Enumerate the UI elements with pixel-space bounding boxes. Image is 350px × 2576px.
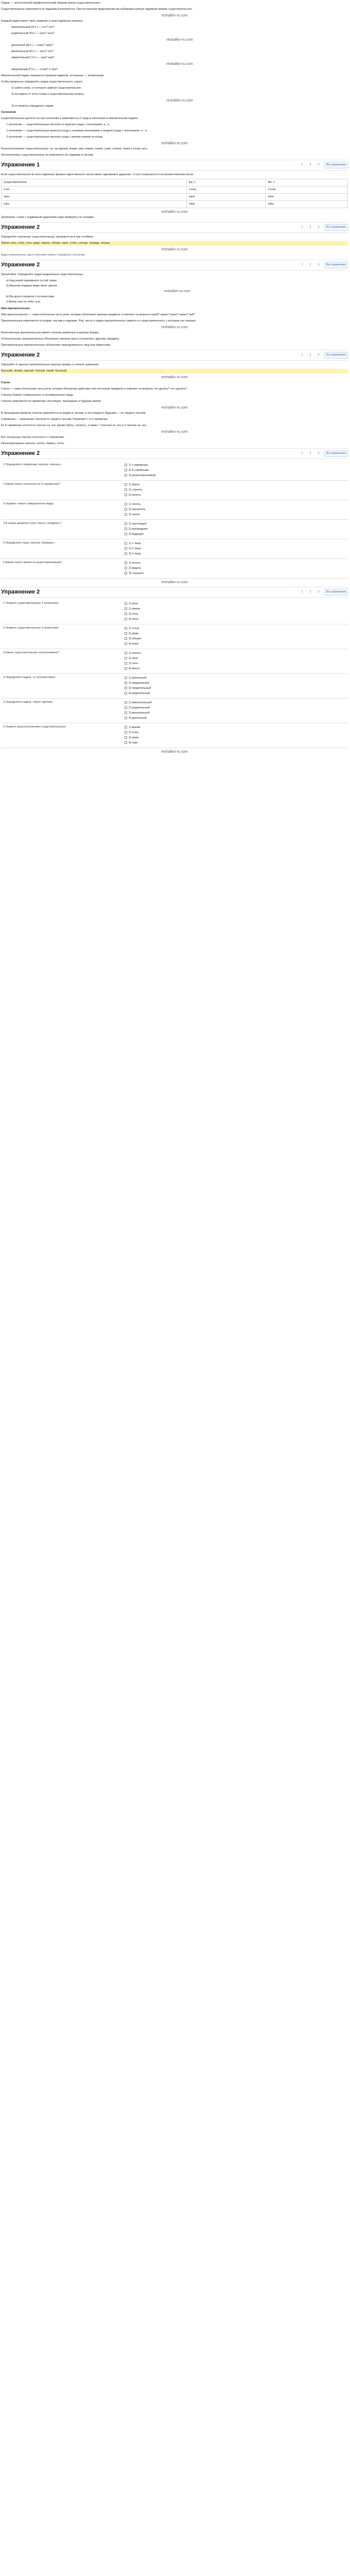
table-cell: окно (2, 194, 187, 201)
table-cell: стола́ (186, 187, 266, 194)
verbs-p7: Все остальные глаголы относятся к I спряжению. (1, 436, 65, 439)
quiz-option[interactable]: 3) слышать (125, 571, 346, 576)
checkbox-icon[interactable] (125, 474, 127, 477)
verbs-p1: Глагол — самостоятельная часть речи, которая обозначает действие или состояние предмета и отвечает на вопросы что делать? что сделать? (1, 387, 187, 391)
quiz-row (1, 500, 348, 520)
quiz-options (122, 559, 348, 579)
case-item: родительный (Р.п.) — кого? чего? (11, 32, 55, 35)
quiz-option[interactable]: 2) II спряжение (125, 468, 346, 473)
quiz-row (1, 461, 348, 481)
checkbox-icon[interactable] (125, 483, 127, 486)
ex2-words: Земля, конь, поле, ночь, дядя, сирень, облако, папа, степь, солнце, тетрадь, юноша. (1, 241, 348, 246)
case-item: винительный (В.п.) — кого? что? (11, 50, 54, 53)
quiz-option[interactable]: 1) дательный (125, 676, 346, 681)
checkbox-icon[interactable] (125, 687, 127, 689)
watermark: reshalkin-ru.com (161, 14, 188, 18)
watermark: reshalkin-ru.com (166, 62, 193, 66)
quiz-question: 6 Какой глагол является разноспрягаемым? (1, 559, 122, 579)
ex4-text: Образуйте от данных прилагательных краткую форму и степени сравнения. (1, 363, 99, 366)
intro-p5: Чтобы правильно определить падеж существительного, нужно: (1, 80, 83, 83)
adjectives-p4: Относительные прилагательные обозначают признак через отношение к другому предмету. (1, 337, 120, 341)
checkbox-icon[interactable] (125, 652, 127, 654)
quiz-options (122, 461, 348, 481)
checkbox-icon[interactable] (125, 513, 127, 516)
checkbox-icon[interactable] (125, 522, 127, 525)
exercise-header (1, 448, 348, 459)
quiz-option[interactable]: 3) облако (125, 637, 346, 641)
quiz-row (1, 600, 348, 624)
quiz-option[interactable]: 3) разноспрягаемый (125, 473, 346, 478)
quiz-option[interactable]: 2) родительный (125, 706, 346, 710)
exercise-header (1, 222, 348, 233)
intro-p1: Падеж — непостоянный морфологический признак имени существительного. (1, 2, 101, 5)
checkbox-icon[interactable] (125, 667, 127, 670)
quiz-question: 2 Укажите существительное 3 склонения: (1, 624, 122, 649)
exercise-title: Упражнение 2 (1, 450, 40, 456)
checkbox-icon[interactable] (125, 632, 127, 635)
all-exercises-button[interactable]: Все упражнения (324, 352, 348, 359)
all-exercises-button[interactable]: Все упражнения (324, 450, 348, 457)
quiz-row (1, 559, 348, 579)
quiz-row (1, 539, 348, 559)
quiz-question: 5 Определите падеж: «букет цветов» (1, 699, 122, 723)
exercise-title: Упражнение 2 (1, 352, 40, 358)
quiz-question: 1 Укажите существительное 1 склонения: (1, 600, 122, 624)
checkbox-icon[interactable] (125, 736, 127, 739)
quiz-row (1, 520, 348, 539)
checkbox-icon[interactable] (125, 613, 127, 615)
adjectives-p2: Прилагательные изменяются по родам, числам и падежам. Род, число и падеж прилагательного зависят от существительного, с которым оно связано. (1, 319, 197, 323)
verbs-p5: Спряжение — изменение глаголов по лицам и числам. Различают I и II спряжение. (1, 418, 109, 421)
quiz-option[interactable]: 2) прошедшее (125, 527, 346, 532)
stress-table (1, 179, 348, 208)
declension-p2: Разносклоняемые существительные: на -мя (время, знамя, имя, пламя, племя, семя, стремя, темя) и слово путь. (1, 147, 148, 150)
checkbox-icon[interactable] (125, 682, 127, 684)
checkbox-icon[interactable] (125, 676, 127, 679)
exercise-header (1, 350, 348, 361)
checkbox-icon[interactable] (125, 731, 127, 734)
exercise-controls (300, 589, 348, 596)
checkbox-icon[interactable] (125, 607, 127, 610)
quiz-table (1, 461, 348, 579)
quiz-option[interactable]: 4) папа (125, 642, 346, 647)
exercise-nav-3[interactable]: 3 (318, 163, 320, 166)
checkbox-icon[interactable] (125, 547, 127, 550)
quiz-question: 2 Какой глагол относится ко II спряжению? (1, 481, 122, 500)
table-cell: Мн. ч. (266, 179, 348, 187)
quiz-option[interactable]: 4) место (125, 667, 346, 671)
quiz-option[interactable]: 1) конь (125, 602, 346, 606)
checkbox-icon[interactable] (125, 637, 127, 640)
quiz-option[interactable]: 3) ночь (125, 612, 346, 617)
checkbox-icon[interactable] (125, 572, 127, 574)
quiz-option[interactable]: 1) именительный (125, 701, 346, 705)
declension-p3: Несклоняемые существительные не изменяются по падежам и числам. (1, 154, 94, 157)
quiz-option[interactable]: 1) хотеть (125, 561, 346, 566)
exercise-header (1, 260, 348, 270)
declension-p1: Существительные делятся на три склонения в зависимости от рода и окончания в именительном падеже. (1, 117, 139, 120)
quiz-question: 4 В каком времени стоит глагол «пойдём»? (1, 520, 122, 539)
quiz-option[interactable]: 3) творительный (125, 686, 346, 691)
exercise-controls (300, 162, 348, 168)
quiz-options (122, 649, 348, 674)
quiz-option[interactable]: 3) 3 лицо (125, 552, 346, 556)
step-item: 1) найти слово, от которого зависит существительное; (11, 87, 82, 90)
quiz-options (122, 723, 348, 748)
quiz-option[interactable]: 3) читал (125, 513, 346, 517)
watermark: reshalkin-ru.com (161, 750, 188, 754)
watermark: reshalkin-ru.com (166, 38, 193, 42)
checkbox-icon[interactable] (125, 602, 127, 605)
verbs-title: Глагол (1, 381, 10, 384)
verbs-p6: Ко II спряжению относятся глаголы на -ить (кроме брить, стелить), а также 7 глаголов на -еть и 4 глагола на -ать. (1, 424, 147, 427)
exercise-controls (300, 352, 348, 359)
table-cell: окна́ (186, 194, 266, 201)
watermark: reshalkin-ru.com (161, 430, 188, 434)
exercise-nav-1[interactable]: 1 (301, 163, 303, 166)
quiz-question: 1 Определите спряжение глагола «писать»: (1, 461, 122, 481)
watermark: reshalkin-ru.com (161, 581, 188, 584)
quiz-options (122, 624, 348, 649)
case-item: именительный (И.п.) — кто? что? (11, 26, 55, 29)
exercise-nav-1[interactable]: 1 (301, 353, 303, 357)
checkbox-icon[interactable] (125, 533, 127, 535)
checkbox-icon[interactable] (125, 711, 127, 714)
quiz-question: 3 Укажите глагол совершенного вида: (1, 500, 122, 520)
quiz-option[interactable]: 3) море (125, 736, 346, 740)
verbs-p2: Глаголы бывают совершенного и несовершенного вида. (1, 394, 74, 397)
sentence-line: б) Мальчик подарил маме букет цветов. (6, 284, 58, 287)
sentence-line: а) Над рекой поднимался густой туман. (6, 279, 58, 282)
table-cell: стол (2, 187, 187, 194)
checkbox-icon[interactable] (125, 562, 127, 564)
quiz-options (122, 674, 348, 699)
table-row (2, 187, 348, 194)
exercise-nav-2[interactable]: 2 (309, 226, 311, 229)
verbs-p3: Глаголы изменяются по временам: настоящее, прошедшее и будущее время. (1, 400, 102, 403)
checkbox-icon[interactable] (125, 717, 127, 719)
ex2-hint: Будьте внимательны: род и окончание помогут определить склонение. (1, 253, 86, 257)
watermark: reshalkin-ru.com (166, 99, 193, 103)
checkbox-icon[interactable] (125, 706, 127, 709)
quiz-option[interactable]: 2) видеть (125, 566, 346, 571)
adjectives-p1: Имя прилагательное — самостоятельная часть речи, которая обозначает признак предмета и отвечает на вопросы какой? какая? какое? какие? чей? (1, 313, 195, 316)
adjectives-p5: Притяжательные прилагательные обозначают принадлежность лицу или животному. (1, 344, 111, 347)
checkbox-icon[interactable] (125, 494, 127, 496)
verbs-p8: Разноспрягаемые глаголы: хотеть, бежать, чтить. (1, 442, 65, 445)
exercise-nav-1[interactable]: 1 (301, 452, 303, 455)
declension-title: Склонение (1, 111, 16, 114)
table-row (2, 194, 348, 201)
quiz-option[interactable]: 4) родительный (125, 691, 346, 696)
step-item: 3) по вопросу определить падеж. (11, 105, 55, 108)
quiz-row (1, 481, 348, 500)
watermark: reshalkin-ru.com (161, 406, 188, 410)
table-cell: Ед. ч. (186, 179, 266, 187)
quiz-option[interactable]: 3) винительный (125, 711, 346, 716)
quiz-options (122, 520, 348, 539)
quiz-option[interactable]: 4) горе (125, 741, 346, 745)
declension-list (1, 123, 348, 140)
exercise-controls (300, 450, 348, 457)
table-cell: столы́ (266, 187, 348, 194)
intro-p4: Именительный падеж называется прямым падежом, остальные — косвенными. (1, 74, 104, 77)
quiz-question: 4 Определите падеж: «о путешествии» (1, 674, 122, 699)
quiz-option[interactable]: 2) поле (125, 731, 346, 735)
table-cell: о́кна (266, 194, 348, 201)
quiz-question: 6 Укажите разносклоняемое существительное: (1, 723, 122, 748)
checkbox-icon[interactable] (125, 627, 127, 630)
ex1-text: Если существительное во всех падежных формах единственного числа имеет одинаковое ударение, то оно сохраняется и во множественном числе. (1, 173, 194, 176)
quiz-row (1, 674, 348, 699)
checkbox-icon[interactable] (125, 528, 127, 530)
exercise-nav-3[interactable]: 3 (318, 452, 320, 455)
steps-list (1, 86, 348, 109)
exercise-nav-1[interactable]: 1 (301, 263, 303, 266)
checkbox-icon[interactable] (125, 657, 127, 659)
declension-item: 3 склонение — существительные женского рода с мягким знаком на конце. (6, 135, 103, 139)
declension-item: 2 склонение — существительные мужского рода с нулевым окончанием и среднего рода с окончанием -о, -е. (6, 129, 148, 132)
quiz-option[interactable]: 1) I спряжение (125, 463, 346, 468)
all-exercises-button[interactable]: Все упражнения (324, 224, 348, 231)
quiz-row (1, 624, 348, 649)
quiz-question: 3 Какое существительное несклоняемое? (1, 649, 122, 674)
ex1-text2: Запомните: слова с подвижным ударением надо проверять по словарю. (1, 216, 95, 219)
exercise-controls (300, 224, 348, 231)
ex3-lines (6, 279, 348, 304)
watermark: reshalkin-ru.com (161, 376, 188, 379)
document-page (0, 0, 350, 758)
checkbox-icon[interactable] (125, 552, 127, 555)
quiz-option[interactable]: 2) окно (125, 656, 346, 661)
case-item: дательный (Д.п.) — кому? чему? (11, 44, 54, 47)
exercise-nav-2[interactable]: 2 (309, 163, 311, 166)
exercise-title: Упражнение 2 (1, 262, 40, 268)
exercise-title: Упражнение 2 (1, 224, 40, 230)
exercise-nav-2[interactable]: 2 (309, 452, 311, 455)
quiz-option[interactable]: 1) брить (125, 483, 346, 487)
quiz-option[interactable]: 1) 1 лицо (125, 541, 346, 546)
exercise-nav-3[interactable]: 3 (318, 353, 320, 357)
ex2-text: Определите склонение существительных, выпишите их в три столбика. (1, 235, 94, 239)
quiz-option[interactable]: 3) будущее (125, 532, 346, 537)
quiz-option[interactable]: 1) читать (125, 502, 346, 507)
exercise-nav-2[interactable]: 2 (309, 353, 311, 357)
quiz-row (1, 723, 348, 748)
quiz-option[interactable]: 2) строить (125, 488, 346, 493)
quiz-option[interactable]: 1) настоящее (125, 522, 346, 527)
quiz-option[interactable]: 1) время (125, 725, 346, 730)
exercise-header (1, 160, 348, 171)
quiz-option[interactable]: 3) село (125, 662, 346, 666)
quiz-options (122, 481, 348, 500)
exercise-controls (300, 262, 348, 268)
quiz-options (122, 600, 348, 624)
all-exercises-button[interactable]: Все упражнения (324, 162, 348, 168)
case-item: творительный (Т.п.) — кем? чем? (11, 56, 55, 59)
quiz-option[interactable]: 4) дательный (125, 716, 346, 721)
verbs-p4: В прошедшем времени глаголы изменяются по родам и числам, в настоящем и будущем — по лицам и числам. (1, 412, 146, 415)
quiz-row (1, 699, 348, 723)
quiz-option[interactable]: 2) 2 лицо (125, 547, 346, 551)
case-list (1, 25, 348, 72)
table-cell: го́ры (266, 201, 348, 208)
quiz-option[interactable]: 2) предложный (125, 681, 346, 686)
watermark: reshalkin-ru.com (161, 142, 188, 145)
quiz-row (1, 649, 348, 674)
checkbox-icon[interactable] (125, 464, 127, 466)
exercise-title: Упражнение 1 (1, 162, 40, 168)
quiz-option[interactable]: 2) прочитать (125, 507, 346, 512)
checkbox-icon[interactable] (125, 618, 127, 620)
checkbox-icon[interactable] (125, 701, 127, 704)
exercise-nav-3[interactable]: 3 (318, 263, 320, 266)
watermark: reshalkin-ru.com (161, 326, 188, 329)
quiz-option[interactable]: 2) земля (125, 607, 346, 612)
exercise-nav-2[interactable]: 2 (309, 263, 311, 266)
exercise-nav-1[interactable]: 1 (301, 226, 303, 229)
checkbox-icon[interactable] (125, 488, 127, 491)
adjectives-title: Имя прилагательное (1, 307, 30, 310)
checkbox-icon[interactable] (125, 542, 127, 545)
all-exercises-button[interactable]: Все упражнения (324, 589, 348, 596)
exercise-nav-1[interactable]: 1 (301, 590, 303, 594)
exercise-header (1, 587, 348, 598)
checkbox-icon[interactable] (125, 503, 127, 505)
quiz-question: 5 Определите лицо глагола «бежишь»: (1, 539, 122, 559)
step-item: 2) поставить от этого слова к существительному вопрос; (11, 93, 85, 96)
table-row (2, 201, 348, 208)
quiz-option[interactable]: 2) дядя (125, 632, 346, 636)
watermark: reshalkin-ru.com (164, 290, 190, 293)
ex3-text: Прочитайте. Определите падеж выделенных существительных. (1, 273, 84, 276)
table-cell: Существительное (2, 179, 187, 187)
case-item: предложный (П.п.) — о ком? о чём? (11, 68, 58, 71)
checkbox-icon[interactable] (125, 741, 127, 744)
checkbox-icon[interactable] (125, 692, 127, 694)
checkbox-icon[interactable] (125, 642, 127, 645)
intro-p2: Существительные изменяются по падежам (склоняются). При построении предложения мы выбираем нужную падежную форму существительного. (1, 8, 193, 11)
adjectives-p3: Качественные прилагательные имеют степени сравнения и краткую форму. (1, 331, 99, 334)
declension-item: 1 склонение — существительные женского и мужского рода с окончанием -а, -я. (6, 123, 110, 126)
quiz-options (122, 539, 348, 559)
watermark: reshalkin-ru.com (161, 248, 188, 251)
checkbox-icon[interactable] (125, 726, 127, 728)
exercise-title: Упражнение 2 (1, 589, 40, 595)
checkbox-icon[interactable] (125, 662, 127, 665)
exercise-nav-3[interactable]: 3 (318, 226, 320, 229)
exercise-nav-2[interactable]: 2 (309, 590, 311, 594)
ex4-words: Высокий, лёгкий, смелый, тёплый, тихий, быстрый. (1, 369, 348, 374)
checkbox-icon[interactable] (125, 508, 127, 511)
quiz-options (122, 699, 348, 723)
checkbox-icon[interactable] (125, 567, 127, 569)
quiz-table (1, 600, 348, 748)
quiz-option[interactable]: 1) степь (125, 626, 346, 631)
table-row (2, 179, 348, 187)
quiz-options (122, 500, 348, 520)
table-cell: горы́ (186, 201, 266, 208)
checkbox-icon[interactable] (125, 469, 127, 471)
all-exercises-button[interactable]: Все упражнения (324, 262, 348, 268)
sentence-line: г) Ветер гнал по небу тучи. (6, 300, 41, 303)
table-cell: гора (2, 201, 187, 208)
quiz-option[interactable]: 3) колоть (125, 493, 346, 498)
watermark: reshalkin-ru.com (161, 210, 188, 214)
sentence-line: в) Мы долго говорили о путешествии. (6, 295, 55, 298)
intro-p3: Каждый падеж имеет своё название и свои падежные вопросы: (1, 20, 83, 23)
quiz-option[interactable]: 1) пальто (125, 651, 346, 656)
quiz-option[interactable]: 4) поле (125, 617, 346, 622)
exercise-nav-3[interactable]: 3 (318, 590, 320, 594)
